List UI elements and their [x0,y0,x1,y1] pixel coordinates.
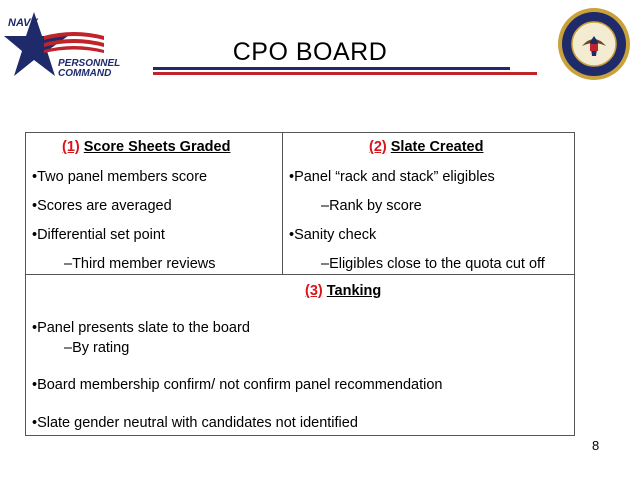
box3-heading [305,283,381,299]
box2-item-2: –Rank by score [321,198,422,214]
score-sheets-box [25,132,283,275]
title-rule-red [153,72,537,75]
box3-item-2: –By rating [64,340,130,356]
box3-number: (3) [305,283,323,299]
navy-personnel-command-logo [4,6,121,79]
logo-line2: PERSONNEL [58,58,121,69]
box3-item-4: •Slate gender neutral with candidates not identified [32,415,358,431]
box1-item-3: •Differential set point [32,227,165,243]
box1-item-1: •Two panel members score [32,169,208,185]
box3-item-3: •Board membership confirm/ not confirm panel recommendation [32,377,443,393]
navy-seal-icon [556,6,632,82]
box2-heading-text: Slate Created [390,139,484,155]
slate-created-box [282,132,575,275]
title-rule-blue [153,67,510,70]
box1-number: (1) [62,139,80,155]
page-number: 8 [592,438,600,453]
box2-heading [369,139,483,155]
box1-item-4: –Third member reviews [64,256,216,272]
box3-item-1: •Panel presents slate to the board [32,320,250,336]
tanking-box [25,274,575,436]
box2-item-1: •Panel “rack and stack” eligibles [289,169,495,185]
box2-item-4: –Eligibles close to the quota cut off [321,256,545,272]
box1-heading-text: Score Sheets Graded [83,139,231,155]
slide-title: CPO BOARD [232,38,388,66]
box2-item-3: •Sanity check [289,227,377,243]
box2-number: (2) [369,139,387,155]
box1-heading [62,139,230,155]
box1-item-2: •Scores are averaged [32,198,172,214]
logo-line3: COMMAND [58,68,112,79]
logo-line1: NAVY [8,17,38,29]
box3-heading-text: Tanking [326,283,382,299]
